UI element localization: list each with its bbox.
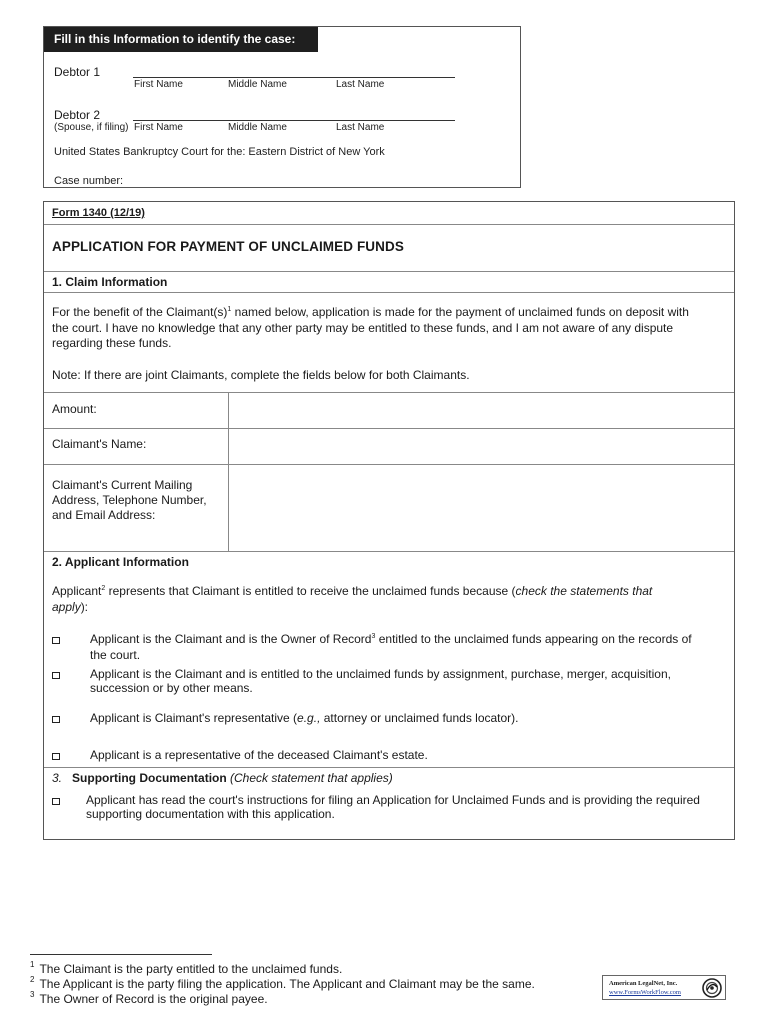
footnote-2-number: 2 (30, 975, 35, 984)
option-representative-a: Applicant is Claimant's representative ( (90, 711, 298, 725)
amount-field[interactable] (230, 394, 732, 426)
option-representative-italic: e.g., (297, 711, 321, 725)
debtor1-last-name-label: Last Name (336, 79, 385, 90)
footnote-3-text: The Owner of Record is the original payee. (39, 992, 268, 1006)
option-representative-b: attorney or unclaimed funds locator). (320, 711, 519, 725)
applicant-statement-end: ): (80, 599, 89, 614)
amount-label: Amount: (52, 402, 97, 416)
claimant-address-label-line3: and Email Address: (52, 508, 156, 522)
claimant-name-label: Claimant's Name: (52, 437, 147, 451)
footnote-1 (30, 962, 342, 977)
form-title: APPLICATION FOR PAYMENT OF UNCLAIMED FUNDS (52, 239, 404, 254)
footnote-ref-1: 1 (227, 306, 232, 313)
divider (44, 224, 734, 225)
section2-heading: 2. Applicant Information (52, 555, 189, 569)
section3-heading (52, 771, 393, 785)
claimant-address-label-line1: Claimant's Current Mailing (52, 478, 193, 492)
option-owner-of-record-line2: the court. (90, 647, 141, 662)
checkbox-assignment[interactable] (52, 672, 60, 679)
footnote-1-text: The Claimant is the party entitled to the unclaimed funds. (39, 962, 343, 976)
divider (44, 767, 734, 768)
debtor2-label: Debtor 2 (54, 108, 101, 122)
claimant-address-label-line2: Address, Telephone Number, (52, 493, 207, 507)
legalnet-logo-icon (702, 978, 722, 1003)
option-owner-of-record-a: Applicant is the Claimant and is the Owner of Record (90, 632, 372, 646)
case-info-header: Fill in this Information to identify the case: (44, 27, 318, 52)
claim-statement-line2: the court. I have no knowledge that any other party may be entitled to these funds, and I am not aware of any dispute (52, 320, 674, 335)
section3-number: 3. (52, 771, 63, 785)
option-assignment-line1: Applicant is the Claimant and is entitled to the unclaimed funds by assignment, purchase, merger, acquisition, (90, 667, 671, 681)
option-representative (90, 711, 519, 727)
option-assignment-line2: succession or by other means. (90, 681, 253, 695)
debtor1-middle-name-label: Middle Name (228, 79, 287, 90)
divider (44, 292, 734, 293)
section3-instructions: (Check statement that applies) (226, 771, 393, 785)
applicant-statement-b: represents that Claimant is entitled to receive the unclaimed funds because ( (105, 584, 516, 598)
legalnet-link[interactable]: www.FormsWorkFlow.com (609, 989, 681, 996)
checkbox-owner-of-record[interactable] (52, 637, 60, 644)
claim-statement-line3: regarding these funds. (52, 336, 172, 350)
option-assignment (90, 667, 732, 695)
option-supporting-docs-line1: Applicant has read the court's instructions for filing an Application for Unclaimed Funds and is providing the required (86, 793, 700, 807)
option-owner-of-record (90, 632, 732, 663)
applicant-statement-italic: check the statements that (515, 584, 653, 598)
footnote-1-number: 1 (30, 960, 35, 969)
debtor2-last-name-label: Last Name (336, 122, 385, 133)
checkbox-supporting-docs[interactable] (52, 798, 60, 805)
section1-heading: 1. Claim Information (52, 275, 168, 289)
legalnet-badge (602, 975, 726, 1000)
applicant-statement-a: Applicant (52, 584, 102, 598)
applicant-statement (52, 584, 732, 615)
court-name: United States Bankruptcy Court for the: Eastern District of New York (54, 146, 385, 158)
claim-statement-b: named below, application is made for the payment of unclaimed funds on deposit with (231, 305, 689, 319)
table-column-divider (228, 392, 229, 551)
checkbox-representative[interactable] (52, 716, 60, 723)
checkbox-estate[interactable] (52, 753, 60, 760)
debtor1-name-field[interactable] (133, 77, 455, 78)
footnote-divider (30, 954, 212, 955)
claim-statement-a: For the benefit of the Claimant(s) (52, 305, 228, 319)
case-number-field[interactable] (128, 173, 508, 187)
debtor2-name-field[interactable] (133, 120, 455, 121)
table-row-divider (44, 428, 734, 429)
footnote-ref-2: 2 (101, 585, 106, 592)
debtor2-spouse-label: (Spouse, if filing) (54, 122, 129, 133)
debtor2-first-name-label: First Name (134, 122, 183, 133)
claim-statement (52, 305, 732, 352)
case-info-box (43, 26, 521, 188)
application-form (43, 201, 735, 840)
legalnet-name: American LegalNet, Inc. (609, 980, 678, 987)
claimant-address-field[interactable] (230, 466, 732, 550)
footnote-2 (30, 977, 535, 992)
table-border (44, 551, 734, 552)
section3-title: Supporting Documentation (72, 771, 227, 785)
footnote-3-number: 3 (30, 990, 35, 999)
case-number-label: Case number: (54, 175, 124, 187)
debtor1-label: Debtor 1 (54, 65, 101, 79)
divider (44, 271, 734, 272)
joint-claimants-note: Note: If there are joint Claimants, complete the fields below for both Claimants. (52, 368, 470, 382)
option-supporting-docs (86, 793, 734, 821)
table-row-divider (44, 464, 734, 465)
claimant-name-field[interactable] (230, 430, 732, 462)
footnote-2-text: The Applicant is the party filing the application. The Applicant and Claimant may be the same. (39, 977, 535, 991)
applicant-statement-apply: apply (52, 599, 81, 614)
claimant-address-label (52, 478, 207, 523)
option-owner-of-record-b: entitled to the unclaimed funds appearing on the records of (375, 632, 692, 646)
footnote-3 (30, 992, 268, 1007)
debtor2-middle-name-label: Middle Name (228, 122, 287, 133)
form-number: Form 1340 (12/19) (52, 207, 145, 219)
option-supporting-docs-line2: supporting documentation with this application. (86, 807, 335, 821)
table-border (44, 392, 734, 393)
debtor1-first-name-label: First Name (134, 79, 183, 90)
footnote-ref-3: 3 (371, 633, 376, 640)
option-estate: Applicant is a representative of the deceased Claimant's estate. (90, 748, 428, 762)
